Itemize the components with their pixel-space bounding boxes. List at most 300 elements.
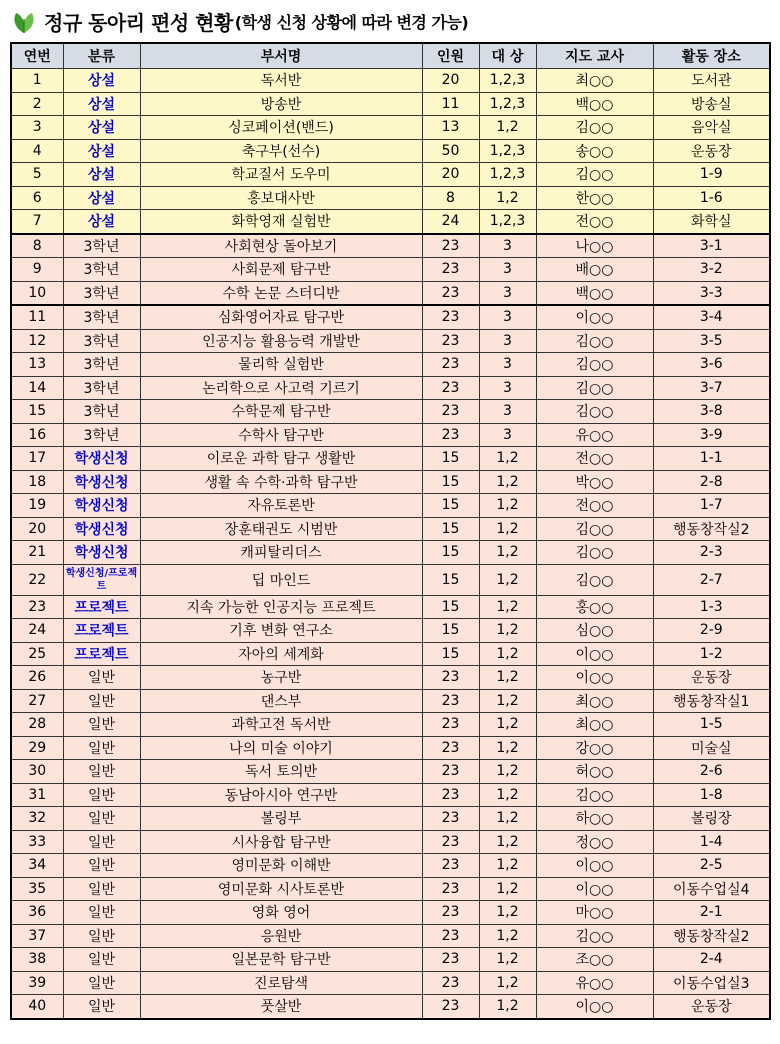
cell-target: 1,2	[479, 830, 536, 854]
cell-target: 1,2,3	[479, 92, 536, 116]
table-row	[11, 619, 770, 643]
cell-count: 23	[422, 971, 479, 995]
cell-club-name: 화학영재 실험반	[140, 210, 422, 234]
cell-no: 37	[11, 924, 63, 948]
cell-no: 28	[11, 713, 63, 737]
cell-no: 5	[11, 163, 63, 187]
table-row	[11, 783, 770, 807]
table-row	[11, 305, 770, 329]
cell-teacher: 홍○○	[536, 595, 653, 619]
cell-club-name: 학교질서 도우미	[140, 163, 422, 187]
col-target: 대 상	[479, 43, 536, 69]
cell-place: 3-4	[653, 305, 770, 329]
cell-count: 15	[422, 564, 479, 595]
table-row	[11, 807, 770, 831]
table-row	[11, 854, 770, 878]
cell-teacher: 강○○	[536, 736, 653, 760]
cell-target: 1,2,3	[479, 210, 536, 234]
cell-target: 3	[479, 400, 536, 424]
cell-target: 1,2	[479, 517, 536, 541]
cell-place: 3-9	[653, 423, 770, 447]
cell-target: 1,2	[479, 186, 536, 210]
cell-category: 3학년	[63, 423, 140, 447]
cell-category: 일반	[63, 807, 140, 831]
cell-teacher: 최○○	[536, 689, 653, 713]
col-count: 인원	[422, 43, 479, 69]
cell-count: 20	[422, 163, 479, 187]
cell-count: 23	[422, 713, 479, 737]
cell-category: 학생신청/프로젝트	[63, 564, 140, 595]
cell-teacher: 조○○	[536, 948, 653, 972]
table-row	[11, 281, 770, 305]
cell-place: 미술실	[653, 736, 770, 760]
cell-club-name: 생활 속 수학·과학 탐구반	[140, 470, 422, 494]
table-row	[11, 447, 770, 471]
cell-category: 일반	[63, 971, 140, 995]
cell-teacher: 김○○	[536, 163, 653, 187]
cell-target: 3	[479, 423, 536, 447]
cell-count: 23	[422, 258, 479, 282]
cell-no: 21	[11, 541, 63, 565]
cell-target: 1,2	[479, 995, 536, 1019]
cell-count: 24	[422, 210, 479, 234]
cell-count: 23	[422, 901, 479, 925]
cell-club-name: 심화영어자료 탐구반	[140, 305, 422, 329]
cell-club-name: 수학 논문 스터디반	[140, 281, 422, 305]
cell-category: 상설	[63, 92, 140, 116]
table-header-row	[11, 43, 770, 69]
cell-no: 1	[11, 69, 63, 93]
cell-count: 23	[422, 807, 479, 831]
cell-count: 15	[422, 447, 479, 471]
cell-count: 15	[422, 595, 479, 619]
cell-category: 3학년	[63, 400, 140, 424]
cell-club-name: 댄스부	[140, 689, 422, 713]
cell-teacher: 이○○	[536, 666, 653, 690]
table-row	[11, 541, 770, 565]
cell-count: 15	[422, 517, 479, 541]
cell-category: 일반	[63, 713, 140, 737]
cell-teacher: 전○○	[536, 210, 653, 234]
cell-place: 1-9	[653, 163, 770, 187]
cell-teacher: 마○○	[536, 901, 653, 925]
cell-category: 상설	[63, 186, 140, 210]
cell-category: 3학년	[63, 376, 140, 400]
cell-category: 상설	[63, 139, 140, 163]
cell-no: 7	[11, 210, 63, 234]
table-row	[11, 666, 770, 690]
cell-teacher: 김○○	[536, 783, 653, 807]
cell-no: 36	[11, 901, 63, 925]
cell-no: 32	[11, 807, 63, 831]
cell-target: 3	[479, 329, 536, 353]
cell-category: 프로젝트	[63, 595, 140, 619]
cell-place: 1-5	[653, 713, 770, 737]
cell-category: 학생신청	[63, 470, 140, 494]
cell-club-name: 사회문제 탐구반	[140, 258, 422, 282]
cell-no: 3	[11, 116, 63, 140]
cell-club-name: 수학문제 탐구반	[140, 400, 422, 424]
cell-club-name: 영화 영어	[140, 901, 422, 925]
cell-category: 일반	[63, 760, 140, 784]
cell-no: 33	[11, 830, 63, 854]
cell-count: 15	[422, 470, 479, 494]
cell-teacher: 허○○	[536, 760, 653, 784]
cell-count: 23	[422, 400, 479, 424]
cell-no: 27	[11, 689, 63, 713]
cell-target: 3	[479, 376, 536, 400]
cell-count: 23	[422, 783, 479, 807]
cell-no: 10	[11, 281, 63, 305]
cell-club-name: 지속 가능한 인공지능 프로젝트	[140, 595, 422, 619]
cell-club-name: 시사융합 탐구반	[140, 830, 422, 854]
cell-teacher: 김○○	[536, 376, 653, 400]
cell-place: 행동창작실2	[653, 517, 770, 541]
cell-teacher: 김○○	[536, 564, 653, 595]
cell-no: 39	[11, 971, 63, 995]
cell-category: 일반	[63, 854, 140, 878]
cell-category: 일반	[63, 995, 140, 1019]
cell-count: 23	[422, 736, 479, 760]
cell-club-name: 응원반	[140, 924, 422, 948]
cell-target: 3	[479, 353, 536, 377]
cell-club-name: 이로운 과학 탐구 생활반	[140, 447, 422, 471]
cell-no: 4	[11, 139, 63, 163]
cell-club-name: 인공지능 활용능력 개발반	[140, 329, 422, 353]
cell-category: 3학년	[63, 281, 140, 305]
cell-club-name: 동남아시아 연구반	[140, 783, 422, 807]
cell-place: 1-4	[653, 830, 770, 854]
cell-target: 1,2	[479, 470, 536, 494]
cell-teacher: 김○○	[536, 924, 653, 948]
cell-no: 31	[11, 783, 63, 807]
cell-teacher: 전○○	[536, 494, 653, 518]
table-row	[11, 186, 770, 210]
cell-club-name: 장훈태권도 시범반	[140, 517, 422, 541]
cell-teacher: 배○○	[536, 258, 653, 282]
page-subtitle: (학생 신청 상황에 따라 변경 가능)	[234, 12, 469, 32]
cell-club-name: 진로탐색	[140, 971, 422, 995]
cell-club-name: 사회현상 돌아보기	[140, 234, 422, 258]
cell-target: 1,2	[479, 971, 536, 995]
cell-target: 1,2	[479, 447, 536, 471]
cell-club-name: 싱코페이션(밴드)	[140, 116, 422, 140]
cell-place: 2-1	[653, 901, 770, 925]
cell-category: 일반	[63, 689, 140, 713]
table-row	[11, 760, 770, 784]
cell-teacher: 김○○	[536, 541, 653, 565]
cell-category: 3학년	[63, 258, 140, 282]
cell-place: 1-7	[653, 494, 770, 518]
cell-place: 1-1	[653, 447, 770, 471]
table-row	[11, 210, 770, 234]
cell-count: 20	[422, 69, 479, 93]
cell-count: 23	[422, 353, 479, 377]
cell-club-name: 자유토론반	[140, 494, 422, 518]
cell-place: 행동창작실2	[653, 924, 770, 948]
cell-no: 19	[11, 494, 63, 518]
cell-count: 23	[422, 760, 479, 784]
cell-category: 일반	[63, 877, 140, 901]
cell-count: 23	[422, 854, 479, 878]
table-row	[11, 877, 770, 901]
table-row	[11, 689, 770, 713]
cell-teacher: 백○○	[536, 92, 653, 116]
cell-target: 1,2	[479, 760, 536, 784]
table-row	[11, 995, 770, 1019]
cell-count: 23	[422, 329, 479, 353]
cell-category: 3학년	[63, 234, 140, 258]
cell-place: 행동창작실1	[653, 689, 770, 713]
cell-place: 음악실	[653, 116, 770, 140]
cell-place: 이동수업실3	[653, 971, 770, 995]
cell-teacher: 송○○	[536, 139, 653, 163]
cell-place: 운동장	[653, 139, 770, 163]
cell-target: 1,2	[479, 948, 536, 972]
cell-count: 23	[422, 281, 479, 305]
cell-target: 1,2	[479, 901, 536, 925]
table-row	[11, 642, 770, 666]
page-title: 정규 동아리 편성 현황	[44, 10, 233, 35]
cell-club-name: 캐피탈리더스	[140, 541, 422, 565]
cell-place: 3-1	[653, 234, 770, 258]
cell-no: 29	[11, 736, 63, 760]
cell-place: 2-8	[653, 470, 770, 494]
table-row	[11, 92, 770, 116]
cell-place: 1-2	[653, 642, 770, 666]
cell-category: 3학년	[63, 305, 140, 329]
cell-no: 8	[11, 234, 63, 258]
table-row	[11, 116, 770, 140]
cell-club-name: 수학사 탐구반	[140, 423, 422, 447]
table-row	[11, 830, 770, 854]
table-row	[11, 713, 770, 737]
table-row	[11, 400, 770, 424]
col-category: 분류	[63, 43, 140, 69]
page-header	[10, 4, 468, 38]
cell-no: 30	[11, 760, 63, 784]
cell-club-name: 볼링부	[140, 807, 422, 831]
cell-category: 일반	[63, 736, 140, 760]
cell-place: 3-6	[653, 353, 770, 377]
col-no: 연번	[11, 43, 63, 69]
cell-club-name: 과학고전 독서반	[140, 713, 422, 737]
cell-club-name: 독서 토의반	[140, 760, 422, 784]
cell-teacher: 김○○	[536, 329, 653, 353]
cell-no: 20	[11, 517, 63, 541]
cell-count: 50	[422, 139, 479, 163]
cell-category: 상설	[63, 69, 140, 93]
cell-no: 17	[11, 447, 63, 471]
cell-place: 2-4	[653, 948, 770, 972]
cell-count: 15	[422, 619, 479, 643]
cell-place: 2-3	[653, 541, 770, 565]
cell-target: 1,2	[479, 666, 536, 690]
cell-club-name: 축구부(선수)	[140, 139, 422, 163]
cell-place: 이동수업실4	[653, 877, 770, 901]
table-row	[11, 901, 770, 925]
cell-no: 16	[11, 423, 63, 447]
cell-category: 상설	[63, 163, 140, 187]
cell-category: 학생신청	[63, 494, 140, 518]
cell-target: 1,2	[479, 642, 536, 666]
cell-place: 2-7	[653, 564, 770, 595]
cell-count: 23	[422, 376, 479, 400]
cell-category: 일반	[63, 666, 140, 690]
cell-no: 35	[11, 877, 63, 901]
cell-no: 13	[11, 353, 63, 377]
cell-no: 18	[11, 470, 63, 494]
cell-target: 1,2	[479, 924, 536, 948]
cell-count: 23	[422, 948, 479, 972]
cell-place: 1-6	[653, 186, 770, 210]
cell-teacher: 이○○	[536, 995, 653, 1019]
cell-no: 26	[11, 666, 63, 690]
cell-category: 프로젝트	[63, 619, 140, 643]
cell-teacher: 한○○	[536, 186, 653, 210]
cell-place: 3-8	[653, 400, 770, 424]
cell-no: 38	[11, 948, 63, 972]
cell-club-name: 영미문화 시사토론반	[140, 877, 422, 901]
cell-place: 3-3	[653, 281, 770, 305]
cell-target: 1,2	[479, 564, 536, 595]
cell-teacher: 김○○	[536, 353, 653, 377]
cell-count: 23	[422, 234, 479, 258]
cell-teacher: 박○○	[536, 470, 653, 494]
cell-teacher: 하○○	[536, 807, 653, 831]
cell-place: 2-5	[653, 854, 770, 878]
cell-category: 일반	[63, 901, 140, 925]
cell-target: 1,2	[479, 595, 536, 619]
cell-no: 34	[11, 854, 63, 878]
cell-club-name: 농구반	[140, 666, 422, 690]
cell-category: 상설	[63, 210, 140, 234]
cell-teacher: 최○○	[536, 713, 653, 737]
cell-count: 8	[422, 186, 479, 210]
cell-club-name: 독서반	[140, 69, 422, 93]
cell-target: 1,2	[479, 713, 536, 737]
cell-target: 3	[479, 258, 536, 282]
cell-club-name: 영미문화 이해반	[140, 854, 422, 878]
cell-club-name: 나의 미술 이야기	[140, 736, 422, 760]
cell-no: 15	[11, 400, 63, 424]
table-row	[11, 595, 770, 619]
cell-no: 12	[11, 329, 63, 353]
cell-place: 2-6	[653, 760, 770, 784]
cell-no: 14	[11, 376, 63, 400]
cell-place: 3-2	[653, 258, 770, 282]
cell-category: 일반	[63, 948, 140, 972]
cell-place: 3-7	[653, 376, 770, 400]
cell-target: 1,2	[479, 854, 536, 878]
table-row	[11, 258, 770, 282]
cell-target: 1,2	[479, 783, 536, 807]
cell-club-name: 홍보대사반	[140, 186, 422, 210]
cell-target: 1,2	[479, 494, 536, 518]
table-row	[11, 423, 770, 447]
cell-no: 22	[11, 564, 63, 595]
cell-count: 13	[422, 116, 479, 140]
cell-target: 1,2	[479, 877, 536, 901]
cell-category: 3학년	[63, 353, 140, 377]
cell-target: 1,2	[479, 736, 536, 760]
cell-target: 1,2	[479, 619, 536, 643]
cell-no: 11	[11, 305, 63, 329]
cell-count: 23	[422, 924, 479, 948]
cell-place: 화학실	[653, 210, 770, 234]
cell-count: 23	[422, 877, 479, 901]
col-teacher: 지도 교사	[536, 43, 653, 69]
cell-category: 상설	[63, 116, 140, 140]
cell-club-name: 딥 마인드	[140, 564, 422, 595]
cell-club-name: 자아의 세계화	[140, 642, 422, 666]
cell-teacher: 유○○	[536, 423, 653, 447]
cell-place: 볼링장	[653, 807, 770, 831]
cell-teacher: 심○○	[536, 619, 653, 643]
cell-teacher: 전○○	[536, 447, 653, 471]
cell-teacher: 김○○	[536, 517, 653, 541]
cell-teacher: 김○○	[536, 116, 653, 140]
table-row	[11, 376, 770, 400]
cell-teacher: 정○○	[536, 830, 653, 854]
table-row	[11, 924, 770, 948]
table-row	[11, 948, 770, 972]
cell-count: 23	[422, 830, 479, 854]
col-place: 활동 장소	[653, 43, 770, 69]
cell-target: 1,2,3	[479, 163, 536, 187]
cell-club-name: 논리학으로 사고력 기르기	[140, 376, 422, 400]
cell-category: 일반	[63, 924, 140, 948]
cell-target: 1,2,3	[479, 139, 536, 163]
cell-no: 40	[11, 995, 63, 1019]
cell-category: 학생신청	[63, 447, 140, 471]
cell-category: 학생신청	[63, 517, 140, 541]
cell-teacher: 나○○	[536, 234, 653, 258]
table-row	[11, 971, 770, 995]
cell-place: 1-8	[653, 783, 770, 807]
cell-no: 2	[11, 92, 63, 116]
cell-category: 학생신청	[63, 541, 140, 565]
cell-count: 15	[422, 494, 479, 518]
table-row	[11, 163, 770, 187]
cell-count: 15	[422, 642, 479, 666]
cell-place: 운동장	[653, 995, 770, 1019]
cell-club-name: 풋살반	[140, 995, 422, 1019]
cell-club-name: 물리학 실험반	[140, 353, 422, 377]
table-row	[11, 494, 770, 518]
cell-target: 1,2	[479, 689, 536, 713]
cell-category: 3학년	[63, 329, 140, 353]
cell-no: 23	[11, 595, 63, 619]
cell-place: 운동장	[653, 666, 770, 690]
cell-count: 23	[422, 689, 479, 713]
cell-count: 11	[422, 92, 479, 116]
cell-place: 3-5	[653, 329, 770, 353]
cell-teacher: 백○○	[536, 281, 653, 305]
table-row	[11, 139, 770, 163]
cell-target: 1,2	[479, 541, 536, 565]
cell-teacher: 이○○	[536, 642, 653, 666]
cell-place: 방송실	[653, 92, 770, 116]
cell-teacher: 김○○	[536, 400, 653, 424]
cell-no: 25	[11, 642, 63, 666]
table-row	[11, 736, 770, 760]
cell-teacher: 유○○	[536, 971, 653, 995]
cell-count: 23	[422, 995, 479, 1019]
cell-target: 1,2	[479, 116, 536, 140]
cell-target: 3	[479, 305, 536, 329]
cell-teacher: 이○○	[536, 305, 653, 329]
